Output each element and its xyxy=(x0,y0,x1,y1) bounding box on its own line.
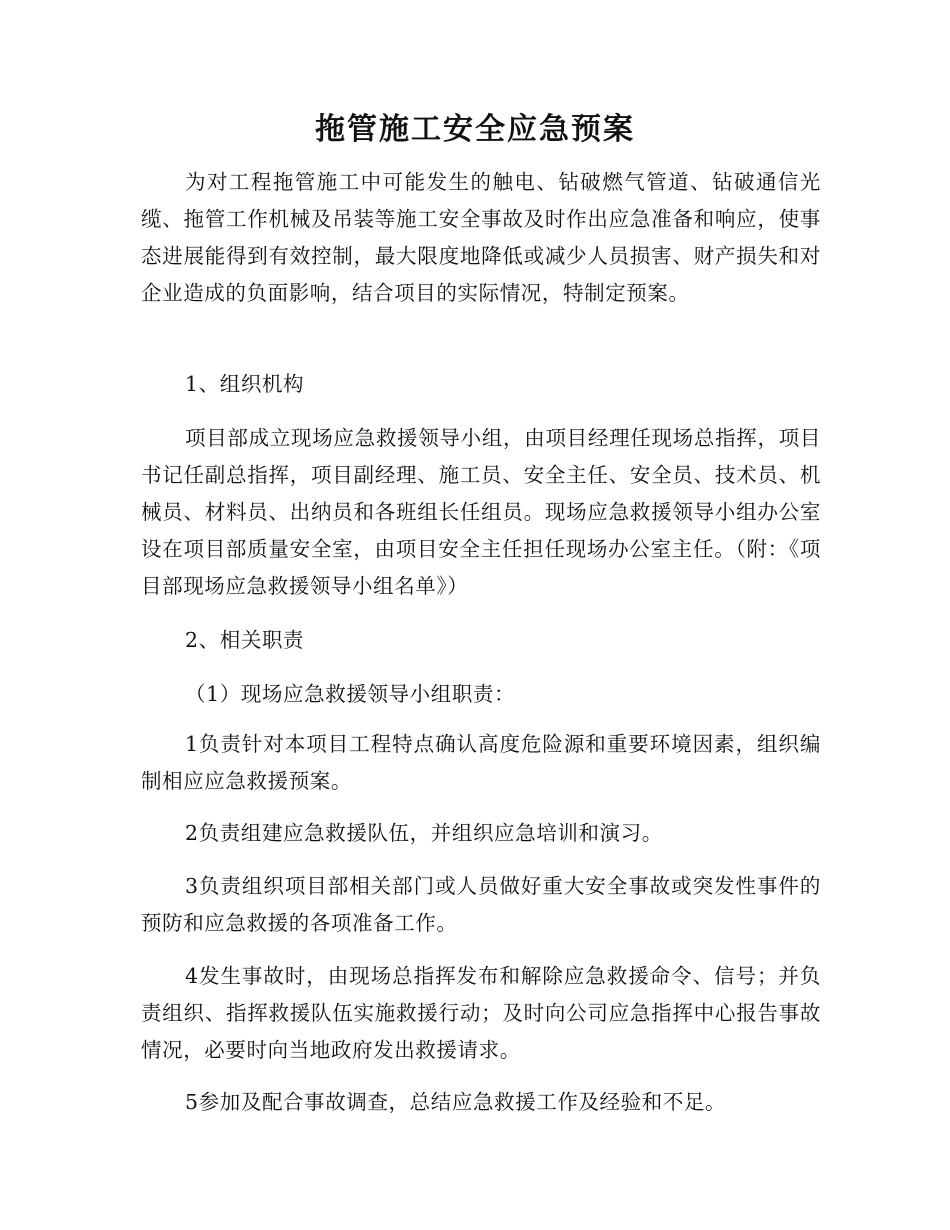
duty-item-5: 5参加及配合事故调查，总结应急救援工作及经验和不足。 xyxy=(185,1090,727,1114)
document-title: 拖管施工安全应急预案 xyxy=(315,112,635,147)
intro-paragraph: 为对工程拖管施工中可能发生的触电、钻破燃气管道、钻破通信光缆、拖管工作机械及吊装等施工安全事故及时作出应急准备和响应，使事态进展能得到有效控制，最大限度地降低或减少人员损害、财产损失和对企业造成的负面影响，结合项目的实际情况，特制定预案。 xyxy=(141,170,821,305)
section-heading-organization: 1、组织机构 xyxy=(185,372,305,396)
duty-item-4: 4发生事故时，由现场总指挥发布和解除应急救援命令、信号；并负责组织、指挥救援队伍实施救援行动；及时向公司应急指挥中心报告事故情况，必要时向当地政府发出救援请求。 xyxy=(141,964,821,1062)
duty-item-2: 2负责组建应急救援队伍，并组织应急培训和演习。 xyxy=(185,821,663,845)
duty-item-3: 3负责组织项目部相关部门或人员做好重大安全事故或突发性事件的预防和应急救援的各项准备工作。 xyxy=(141,874,821,935)
section-heading-responsibilities: 2、相关职责 xyxy=(185,628,305,652)
organization-paragraph: 项目部成立现场应急救援领导小组，由项目经理任现场总指挥，项目书记任副总指挥，项目副经理、施工员、安全主任、安全员、技术员、机械员、材料员、出纳员和各班组长任组员。现场应急救援领导小组办公室设在项目部质量安全室，由项目安全主任担任现场办公室主任。（附：《项目部现场应急救援领导小组名单》） xyxy=(141,426,821,598)
subsection-heading-leading-group: （1）现场应急救援领导小组职责： xyxy=(185,682,516,706)
duty-item-1: 1负责针对本项目工程特点确认高度危险源和重要环境因素，组织编制相应应急救援预案。 xyxy=(141,732,821,793)
